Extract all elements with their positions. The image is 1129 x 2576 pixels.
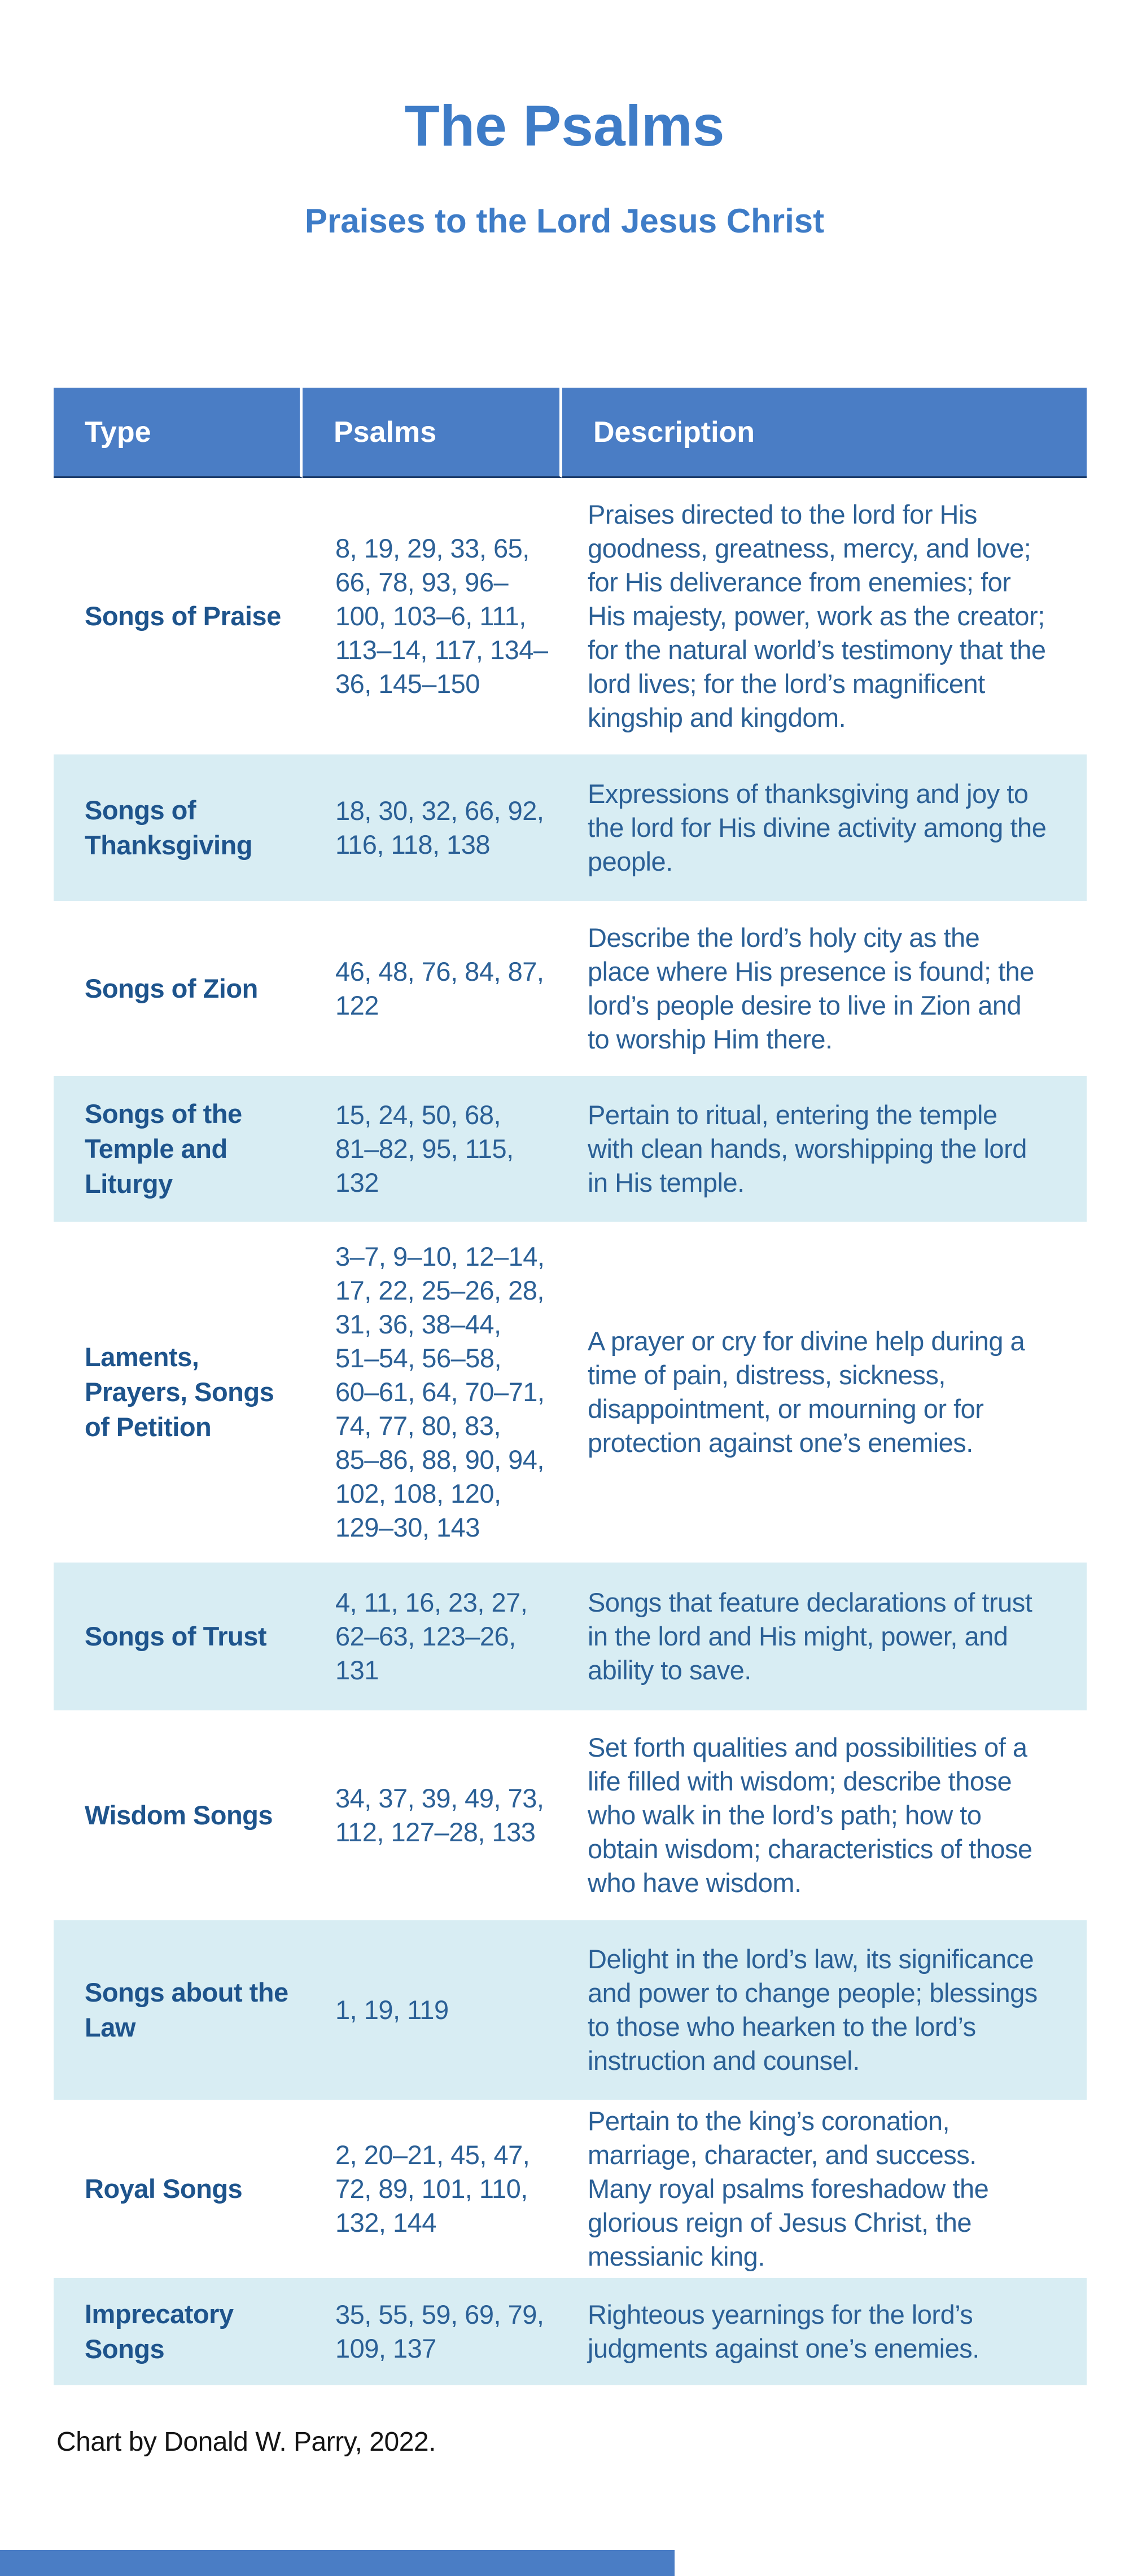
footer-accent-bar xyxy=(0,2550,675,2576)
header-row xyxy=(54,388,1087,478)
description-cell: Set forth qualities and possibilities of a life filled with wisdom; describe those who walk in the lord’s path; how to obtain wisdom; characteristics of those who have wisdom. xyxy=(588,1732,1032,1898)
description-cell: Songs that feature declarations of trust in the lord and His might, power, and ability to save. xyxy=(562,1563,1087,1710)
page xyxy=(0,93,1129,2576)
psalms-cell: 46, 48, 76, 84, 87, 122 xyxy=(335,956,544,1020)
psalms-cell: 35, 55, 59, 69, 79, 109, 137 xyxy=(303,2278,562,2385)
description-cell: A prayer or cry for divine help during a time of pain, distress, sickness, disappointment, or mourning or for protection against one’s enemies. xyxy=(588,1326,1025,1458)
description-cell: Righteous yearnings for the lord’s judgments against one’s enemies. xyxy=(562,2278,1087,2385)
table-row xyxy=(54,901,1087,1076)
type-cell: Songs of Trust xyxy=(54,1563,303,1710)
page-subtitle: Praises to the Lord Jesus Christ xyxy=(304,202,825,240)
table-row xyxy=(54,1222,1087,1563)
type-cell: Songs of Praise xyxy=(85,601,281,631)
description-cell: Delight in the lord’s law, its significance and power to change people; blessings to those who hearken to the lord’s instruction and counsel. xyxy=(562,1920,1087,2100)
type-cell: Songs of Thanksgiving xyxy=(54,754,303,901)
table-row xyxy=(54,478,1087,754)
psalms-cell: 8, 19, 29, 33, 65, 66, 78, 93, 96–100, 103–6, 111, 113–14, 117, 134–36, 145–150 xyxy=(335,533,548,699)
description-cell: Pertain to the king’s coronation, marriage, character, and success. Many royal psalms foreshadow the glorious reign of Jesus Christ, the messianic king. xyxy=(588,2106,989,2271)
table-row xyxy=(54,1920,1087,2100)
table-row xyxy=(54,1710,1087,1920)
description-cell: Pertain to ritual, entering the temple with clean hands, worshipping the lord in His temple. xyxy=(562,1076,1087,1222)
table-row xyxy=(54,754,1087,901)
type-cell: Songs of Zion xyxy=(85,973,258,1003)
psalms-table xyxy=(54,388,1087,2385)
table-row xyxy=(54,2100,1087,2278)
column-header-type: Type xyxy=(54,388,303,478)
psalms-cell: 1, 19, 119 xyxy=(303,1920,562,2100)
type-cell: Wisdom Songs xyxy=(85,1800,273,1830)
psalms-cell: 34, 37, 39, 49, 73, 112, 127–28, 133 xyxy=(335,1783,544,1847)
column-header-description: Description xyxy=(562,388,1087,478)
psalms-cell: 15, 24, 50, 68, 81–82, 95, 115, 132 xyxy=(303,1076,562,1222)
psalms-cell: 4, 11, 16, 23, 27, 62–63, 123–26, 131 xyxy=(303,1563,562,1710)
psalms-cell: 2, 20–21, 45, 47, 72, 89, 101, 110, 132, 144 xyxy=(335,2140,530,2237)
description-cell: Praises directed to the lord for His goodness, greatness, mercy, and love; for His deliverance from enemies; for His majesty, power, work as the creator; for the natural world’s testimony that the lord lives; for the lord’s magnificent kingship and kingdom. xyxy=(588,499,1046,732)
type-cell: Songs about the Law xyxy=(54,1920,303,2100)
type-cell: Songs of the Temple and Liturgy xyxy=(54,1076,303,1222)
table-header xyxy=(54,388,1087,478)
table-row xyxy=(54,2278,1087,2385)
type-cell: Laments, Prayers, Songs of Petition xyxy=(85,1342,274,1442)
type-cell: Imprecatory Songs xyxy=(54,2278,303,2385)
page-title: The Psalms xyxy=(404,94,725,158)
psalms-cell: 18, 30, 32, 66, 92, 116, 118, 138 xyxy=(303,754,562,901)
psalms-cell: 3–7, 9–10, 12–14, 17, 22, 25–26, 28, 31, 36, 38–44, 51–54, 56–58, 60–61, 64, 70–71, 74, 77, 80, 83, 85–86, 88, 90, 94, 102, 108, 120, 129–30, 143 xyxy=(335,1241,545,1542)
description-cell: Expressions of thanksgiving and joy to the lord for His divine activity among the people. xyxy=(562,754,1087,901)
table-row xyxy=(54,1563,1087,1710)
column-header-psalms: Psalms xyxy=(303,388,562,478)
description-cell: Describe the lord’s holy city as the place where His presence is found; the lord’s people desire to live in Zion and to worship Him there. xyxy=(588,923,1034,1054)
table-row xyxy=(54,1076,1087,1222)
type-cell: Royal Songs xyxy=(85,2174,243,2204)
chart-credit-caption: Chart by Donald W. Parry, 2022. xyxy=(56,2427,436,2457)
